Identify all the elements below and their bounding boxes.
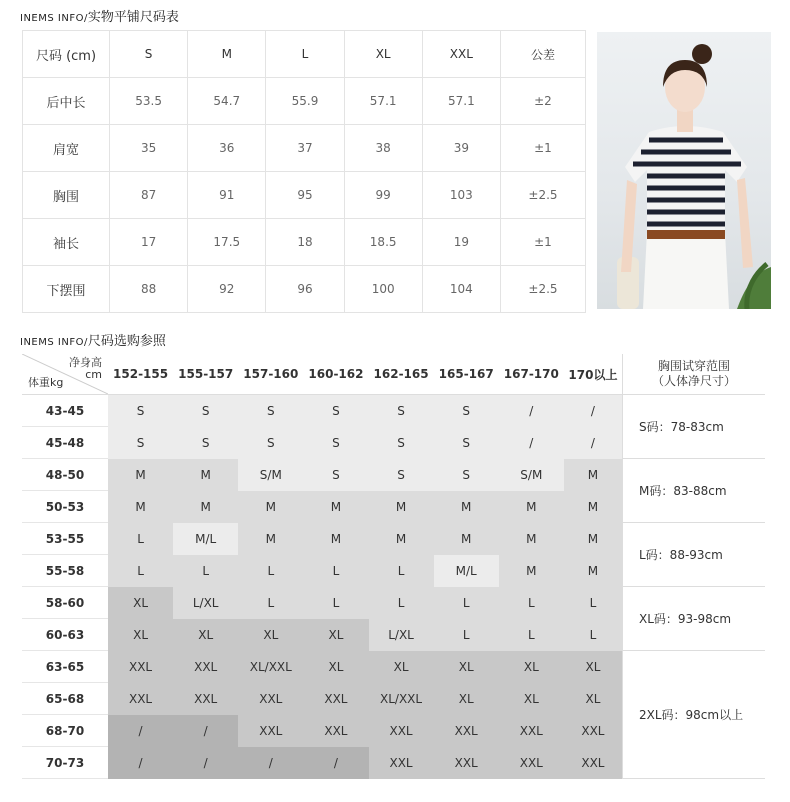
measure-value: 57.1 xyxy=(344,78,422,125)
size-recommendation: S xyxy=(303,395,368,427)
size-recommendation: XL xyxy=(108,587,173,619)
measure-label: 袖长 xyxy=(23,219,110,266)
size-recommendation: M xyxy=(108,459,173,491)
size-header-cell: 尺码 (cm) xyxy=(23,31,110,78)
size-recommendation: XL/XXL xyxy=(369,683,434,715)
size-recommendation: XL xyxy=(303,651,368,683)
size-recommendation: XXL xyxy=(499,715,564,747)
size-recommendation: XL xyxy=(499,683,564,715)
size-recommendation: S xyxy=(238,427,303,459)
size-recommendation: L xyxy=(173,555,238,587)
size-recommendation: L xyxy=(108,555,173,587)
measure-value: ±2.5 xyxy=(500,266,585,313)
size-recommendation: XL xyxy=(564,683,623,715)
size-recommendation: / xyxy=(108,747,173,779)
size-header-cell: XXL xyxy=(422,31,500,78)
size-recommendation: XXL xyxy=(434,715,499,747)
size-recommendation: XL xyxy=(238,619,303,651)
size-recommendation: XL xyxy=(434,683,499,715)
size-recommendation: L xyxy=(303,555,368,587)
height-axis-label: 净身高 cm xyxy=(69,356,102,381)
measure-value: ±2 xyxy=(500,78,585,125)
measure-label: 肩宽 xyxy=(23,125,110,172)
size-recommendation: L xyxy=(108,523,173,555)
height-header: 155-157 xyxy=(173,354,238,395)
model-illustration xyxy=(597,32,771,309)
measure-value: ±1 xyxy=(500,125,585,172)
size-recommendation: L xyxy=(434,587,499,619)
size-recommendation: S/M xyxy=(499,459,564,491)
size-recommendation: M xyxy=(564,555,623,587)
model-photo xyxy=(597,32,771,309)
table-row xyxy=(22,651,765,683)
table-row xyxy=(23,78,586,125)
size-recommendation: XL xyxy=(434,651,499,683)
size-recommendation: L xyxy=(499,587,564,619)
measure-label: 胸围 xyxy=(23,172,110,219)
size-recommendation: M xyxy=(238,491,303,523)
size-recommendation: M xyxy=(303,523,368,555)
height-header: 160-162 xyxy=(303,354,368,395)
size-recommendation: XL xyxy=(173,619,238,651)
corner-cell xyxy=(22,354,108,395)
size-recommendation: M xyxy=(434,523,499,555)
measure-value: 39 xyxy=(422,125,500,172)
size-recommendation: XXL xyxy=(434,747,499,779)
height-header: 170以上 xyxy=(564,354,623,395)
table-row xyxy=(23,266,586,313)
size-chart-title xyxy=(20,6,179,25)
size-recommendation: L/XL xyxy=(173,587,238,619)
size-recommendation: L xyxy=(238,555,303,587)
table-row xyxy=(22,587,765,619)
measure-value: 18.5 xyxy=(344,219,422,266)
size-recommendation: XXL xyxy=(369,747,434,779)
size-recommendation: / xyxy=(499,395,564,427)
size-header-cell: L xyxy=(266,31,344,78)
size-recommendation: S xyxy=(173,427,238,459)
size-recommendation: S xyxy=(108,395,173,427)
size-recommendation: M xyxy=(499,523,564,555)
size-recommendation: S xyxy=(369,459,434,491)
measure-value: 103 xyxy=(422,172,500,219)
weight-label: 53-55 xyxy=(22,523,108,555)
size-recommendation: S xyxy=(108,427,173,459)
size-recommendation: XXL xyxy=(303,683,368,715)
size-recommendation: M xyxy=(369,523,434,555)
measure-value: 35 xyxy=(110,125,188,172)
chest-range: S码：78-83cm xyxy=(623,395,766,459)
size-recommendation: M xyxy=(238,523,303,555)
size-recommendation: M xyxy=(369,491,434,523)
size-recommendation: / xyxy=(173,715,238,747)
size-recommendation: M/L xyxy=(173,523,238,555)
weight-label: 65-68 xyxy=(22,683,108,715)
size-recommendation: / xyxy=(303,747,368,779)
chest-range: XL码：93-98cm xyxy=(623,587,766,651)
weight-label: 70-73 xyxy=(22,747,108,779)
measure-value: ±1 xyxy=(500,219,585,266)
measure-value: 92 xyxy=(188,266,266,313)
measure-value: 17.5 xyxy=(188,219,266,266)
size-recommendation: XXL xyxy=(238,715,303,747)
measure-label: 后中长 xyxy=(23,78,110,125)
table-row xyxy=(23,125,586,172)
title-cn: 实物平铺尺码表 xyxy=(87,10,179,25)
measure-value: 37 xyxy=(266,125,344,172)
size-header-cell: 公差 xyxy=(500,31,585,78)
measure-value: 88 xyxy=(110,266,188,313)
size-recommendation: M xyxy=(499,555,564,587)
measure-value: 38 xyxy=(344,125,422,172)
measure-value: 99 xyxy=(344,172,422,219)
size-recommendation: / xyxy=(499,427,564,459)
height-header: 152-155 xyxy=(108,354,173,395)
size-reference-table xyxy=(22,354,765,779)
size-recommendation: / xyxy=(238,747,303,779)
size-recommendation: M xyxy=(108,491,173,523)
measure-value: 95 xyxy=(266,172,344,219)
size-recommendation: L xyxy=(499,619,564,651)
size-recommendation: XL xyxy=(499,651,564,683)
size-recommendation: S xyxy=(434,427,499,459)
size-header-cell: M xyxy=(188,31,266,78)
table-row xyxy=(22,395,765,427)
height-header: 167-170 xyxy=(499,354,564,395)
size-recommendation: XL/XXL xyxy=(238,651,303,683)
size-recommendation: M xyxy=(434,491,499,523)
weight-label: 50-53 xyxy=(22,491,108,523)
size-recommendation: XXL xyxy=(369,715,434,747)
size-recommendation: S xyxy=(434,395,499,427)
size-recommendation: XXL xyxy=(238,683,303,715)
measure-value: 53.5 xyxy=(110,78,188,125)
title-cn: 尺码选购参照 xyxy=(87,334,166,349)
size-recommendation: L/XL xyxy=(369,619,434,651)
measure-value: 55.9 xyxy=(266,78,344,125)
size-recommendation: L xyxy=(369,555,434,587)
height-header: 165-167 xyxy=(434,354,499,395)
measure-value: 104 xyxy=(422,266,500,313)
chest-range: L码：88-93cm xyxy=(623,523,766,587)
size-recommendation: XXL xyxy=(173,683,238,715)
size-guide-title xyxy=(20,330,166,349)
size-recommendation: XXL xyxy=(564,747,623,779)
table-row xyxy=(23,172,586,219)
size-recommendation: S xyxy=(173,395,238,427)
title-en: INEMS INFO/ xyxy=(20,13,88,24)
size-recommendation: XXL xyxy=(564,715,623,747)
weight-label: 45-48 xyxy=(22,427,108,459)
size-table xyxy=(22,30,586,313)
size-recommendation: XXL xyxy=(108,683,173,715)
size-recommendation: XXL xyxy=(108,651,173,683)
size-recommendation: S xyxy=(238,395,303,427)
size-recommendation: L xyxy=(369,587,434,619)
size-recommendation: M xyxy=(564,523,623,555)
measure-value: ±2.5 xyxy=(500,172,585,219)
size-recommendation: XXL xyxy=(303,715,368,747)
size-header-cell: S xyxy=(110,31,188,78)
size-recommendation: L xyxy=(564,619,623,651)
weight-label: 43-45 xyxy=(22,395,108,427)
size-recommendation: / xyxy=(108,715,173,747)
chest-range-header: 胸围试穿范围 （人体净尺寸） xyxy=(623,354,766,395)
measure-label: 下摆围 xyxy=(23,266,110,313)
size-recommendation: M xyxy=(564,459,623,491)
size-recommendation: L xyxy=(238,587,303,619)
size-recommendation: XL xyxy=(108,619,173,651)
measure-value: 36 xyxy=(188,125,266,172)
size-recommendation: S/M xyxy=(238,459,303,491)
measure-value: 17 xyxy=(110,219,188,266)
size-recommendation: / xyxy=(564,395,623,427)
size-recommendation: M xyxy=(173,459,238,491)
measure-value: 19 xyxy=(422,219,500,266)
size-recommendation: XXL xyxy=(499,747,564,779)
measure-value: 54.7 xyxy=(188,78,266,125)
size-recommendation: L xyxy=(564,587,623,619)
size-table-header xyxy=(23,31,586,78)
measure-value: 87 xyxy=(110,172,188,219)
measure-value: 57.1 xyxy=(422,78,500,125)
size-recommendation: S xyxy=(369,395,434,427)
measure-value: 91 xyxy=(188,172,266,219)
height-header: 162-165 xyxy=(369,354,434,395)
table-row xyxy=(23,219,586,266)
weight-label: 48-50 xyxy=(22,459,108,491)
weight-label: 58-60 xyxy=(22,587,108,619)
size-recommendation: / xyxy=(564,427,623,459)
chest-range: 2XL码：98cm以上 xyxy=(623,651,766,779)
size-recommendation: XXL xyxy=(173,651,238,683)
ref-table-header xyxy=(22,354,765,395)
size-recommendation: M xyxy=(499,491,564,523)
measure-value: 18 xyxy=(266,219,344,266)
size-header-cell: XL xyxy=(344,31,422,78)
size-recommendation: XL xyxy=(564,651,623,683)
table-row xyxy=(22,523,765,555)
size-recommendation: XL xyxy=(303,619,368,651)
size-recommendation: M xyxy=(564,491,623,523)
size-recommendation: M/L xyxy=(434,555,499,587)
table-row xyxy=(22,459,765,491)
weight-label: 68-70 xyxy=(22,715,108,747)
weight-label: 55-58 xyxy=(22,555,108,587)
chest-range: M码：83-88cm xyxy=(623,459,766,523)
size-recommendation: M xyxy=(303,491,368,523)
measure-value: 100 xyxy=(344,266,422,313)
size-recommendation: L xyxy=(434,619,499,651)
weight-axis-label: 体重kg xyxy=(28,376,64,389)
size-recommendation: / xyxy=(173,747,238,779)
weight-label: 60-63 xyxy=(22,619,108,651)
title-en: INEMS INFO/ xyxy=(20,337,88,348)
size-recommendation: L xyxy=(303,587,368,619)
size-recommendation: M xyxy=(173,491,238,523)
size-recommendation: XL xyxy=(369,651,434,683)
weight-label: 63-65 xyxy=(22,651,108,683)
size-recommendation: S xyxy=(303,427,368,459)
size-recommendation: S xyxy=(303,459,368,491)
height-header: 157-160 xyxy=(238,354,303,395)
size-recommendation: S xyxy=(369,427,434,459)
measure-value: 96 xyxy=(266,266,344,313)
size-recommendation: S xyxy=(434,459,499,491)
